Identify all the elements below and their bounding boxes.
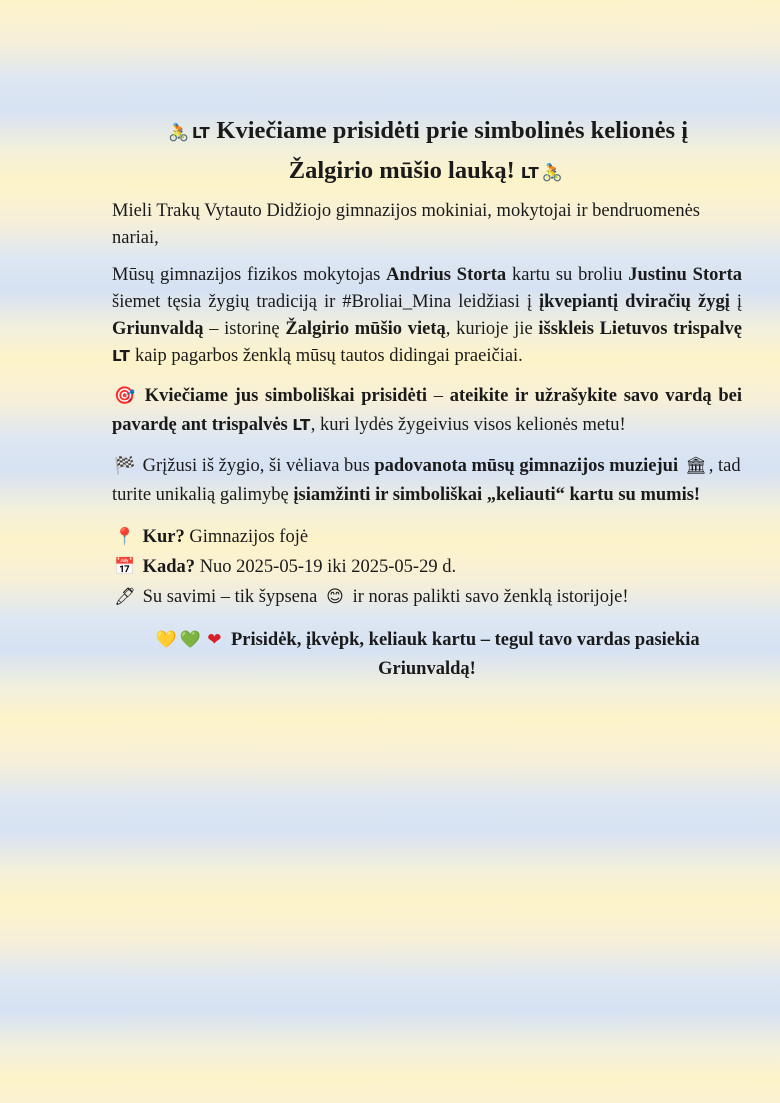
bold-text: įsiamžinti ir simboliškai „keliauti“ kartu su mumis! (293, 485, 701, 505)
yellow-heart-icon: 💛 (155, 630, 177, 650)
detail-text: Su savimi – tik šypsena (142, 587, 318, 607)
closing-text: Prisidėk, įkvėpk, keliauk kartu – tegul tavo vardas pasiekia Griunvaldą! (230, 630, 700, 679)
title-line-2: Žalgirio mūšio lauką! (288, 157, 515, 184)
text: į (729, 292, 742, 312)
text: kartu su broliu (506, 265, 629, 285)
text: – istorinę (203, 319, 286, 339)
lt-flag-label: LT (112, 347, 131, 365)
poster-title (112, 112, 742, 192)
bold-text: ateikite ir užrašykite savo vardą bei pavardę ant trispalvės (112, 386, 743, 435)
text: , kuri lydės žygeivius visos kelionės metu! (310, 415, 626, 435)
calendar-icon: 📅 (114, 557, 136, 577)
text: – (427, 386, 450, 406)
detail-label: Kur? (142, 527, 185, 547)
checkered-flag-icon: 🏁 (114, 456, 136, 476)
lt-flag-label: LT (292, 416, 311, 434)
bold-text: išskleis Lietuvos trispalvę (538, 319, 742, 339)
bold-text: Griunvaldą (112, 319, 204, 339)
detail-text: Gimnazijos fojė (184, 527, 309, 547)
bicycle-icon: 🚴 (168, 123, 190, 143)
bicycle-icon: 🚴 (541, 163, 563, 183)
green-heart-icon: 💚 (179, 630, 201, 650)
lt-flag-label: LT (520, 164, 540, 182)
greeting: Mieli Trakų Vytauto Didžiojo gimnazijos mokiniai, mokytojai ir bendruomenės nariai, (112, 201, 701, 248)
detail-when (112, 552, 742, 582)
text: Grįžusi iš žygio, ši vėliava bus (138, 456, 375, 476)
red-heart-icon: ❤ (207, 630, 222, 650)
poster-content (112, 112, 742, 684)
paragraph-invite (112, 382, 742, 440)
text: šiemet tęsia žygių tradiciją ir #Broliai_Mina leidžiasi į (112, 292, 540, 312)
detail-label: Kada? (142, 557, 196, 577)
text: , kurioje jie (445, 319, 539, 339)
detail-where (112, 522, 742, 552)
detail-text: ir noras palikti savo ženklą istorijoje! (347, 587, 629, 607)
lt-flag-label: LT (191, 124, 211, 142)
text: Mūsų gimnazijos fizikos mokytojas (112, 265, 387, 285)
bold-text: Žalgirio mūšio vietą (285, 319, 446, 339)
museum-icon: 🏛 (684, 456, 707, 476)
pin-icon: 📍 (114, 527, 136, 547)
bold-text: įkvepiantį dviračių žygį (539, 292, 730, 312)
teacher-name: Andrius Storta (386, 265, 507, 285)
bold-text: Kviečiame jus simboliškai prisidėti (144, 386, 428, 406)
target-icon: 🎯 (114, 386, 136, 406)
details-list (112, 522, 742, 612)
closing-line (112, 626, 742, 684)
bold-text: padovanota mūsų gimnazijos muziejui (374, 456, 679, 476)
smile-icon: 😊 (326, 587, 344, 607)
detail-text: Nuo 2025-05-19 iki 2025-05-29 d. (195, 557, 457, 577)
paragraph-intro (112, 262, 742, 370)
title-line-1: Kviečiame prisidėti prie simbolinės kelionės į (216, 117, 689, 144)
detail-bring (112, 582, 742, 612)
pen-icon: 🖊 (114, 587, 136, 607)
brother-name: Justinu Storta (628, 265, 742, 285)
text: kaip pagarbos ženklą mūsų tautos didingai praeičiai. (130, 346, 523, 366)
text: , tad turite unikalią galimybę (112, 456, 741, 505)
paragraph-museum (112, 452, 742, 510)
